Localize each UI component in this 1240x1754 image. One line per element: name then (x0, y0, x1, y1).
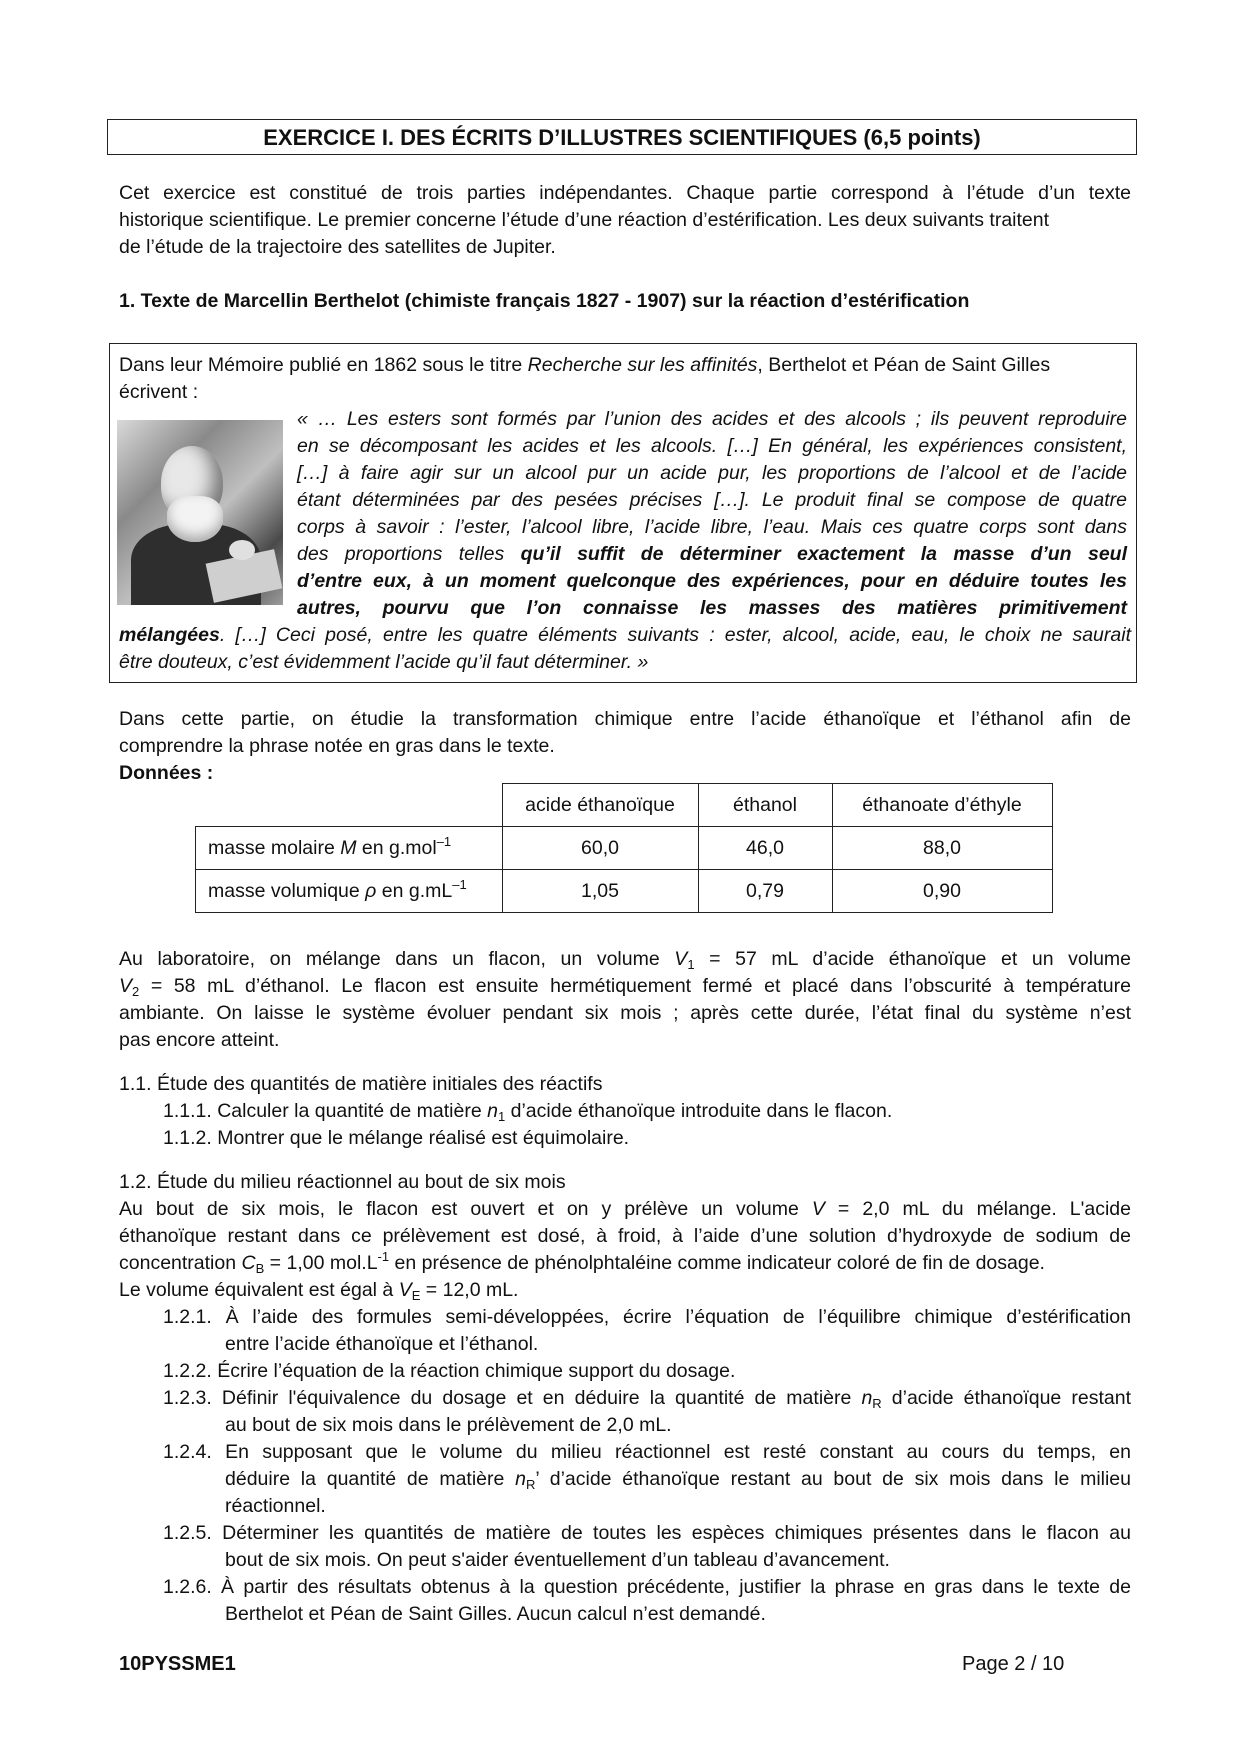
quote-intro-line: écrivent : (119, 381, 199, 403)
row-label-text: masse volumique (208, 879, 366, 902)
page-number: Page 2 / 10 (962, 1653, 1065, 1675)
quote-text-part: des proportions telles (297, 543, 521, 565)
table-cell: 0,79 (698, 870, 832, 913)
question-1-2-1-cont: entre l’acide éthanoïque et l’éthanol. (225, 1333, 539, 1355)
table-cell: 46,0 (698, 827, 832, 870)
para-text: Au bout de six mois, le flacon est ouvert et on y prélève un volume (119, 1198, 812, 1220)
symbol: V (674, 948, 688, 970)
lab-text: = 57 mL d’acide éthanoïque et un volume (694, 948, 1131, 970)
quote-line: « … Les esters sont formés par l’union des acides et des alcools ; ils peuvent reproduire (297, 408, 1127, 430)
symbol: C (241, 1252, 256, 1274)
quote-intro-line (119, 352, 1131, 379)
lab-line: ambiante. On laisse le système évoluer pendant six mois ; après cette durée, l’état final du système n’est (119, 1002, 1131, 1024)
table-header: éthanol (698, 784, 832, 827)
para-line: éthanoïque restant dans ce prélèvement est dosé, à froid, à l’aide d’une solution d’hydroxyde de sodium de (119, 1225, 1131, 1247)
table-cell: 1,05 (502, 870, 698, 913)
question-text: d’acide éthanoïque introduite dans le flacon. (505, 1100, 893, 1122)
table-row-header (196, 870, 503, 913)
table-row-header (196, 827, 503, 870)
lab-paragraph (119, 946, 1131, 1054)
symbol: V (398, 1279, 412, 1301)
subscript: R (525, 1477, 536, 1492)
table-cell: 60,0 (502, 827, 698, 870)
subscript: E (411, 1288, 421, 1303)
row-label-exponent: –1 (436, 833, 452, 849)
table-cell: 88,0 (832, 827, 1052, 870)
quote-intro (119, 352, 1131, 406)
lab-line (119, 946, 1131, 973)
lab-text: = 58 mL d’éthanol. Le flacon est ensuite hermétiquement fermé et placé dans l’obscurité à température (139, 975, 1131, 997)
question-1-2-1: 1.2.1. À l’aide des formules semi-développées, écrire l’équation de l’équilibre chimique d’estérification (163, 1306, 1131, 1328)
lab-line: pas encore atteint. (119, 1029, 280, 1051)
bold-sentence: qu’il suffit de déterminer exactement la masse d’un seul (520, 543, 1127, 565)
subscript: 1 (687, 957, 695, 972)
row-label-text: masse molaire (208, 836, 341, 859)
bold-sentence: d’entre eux, à un moment quelconque des expériences, pour en déduire toutes les (297, 570, 1127, 592)
row-label-symbol: M (340, 836, 357, 859)
question-1-2-6: 1.2.6. À partir des résultats obtenus à la question précédente, justifier la phrase en gras dans le texte de (163, 1576, 1131, 1598)
question-1-2-2: 1.2.2. Écrire l’équation de la réaction chimique support du dosage. (163, 1360, 736, 1382)
quote-line: […] à faire agir sur un alcool pur un acide pur, les proportions de l’alcool et de l’acide (297, 462, 1127, 484)
section-heading: 1.1. Étude des quantités de matière initiales des réactifs (119, 1073, 603, 1095)
question-1-2-3-cont: au bout de six mois dans le prélèvement de 2,0 mL. (225, 1414, 672, 1436)
quote-text (297, 406, 1127, 622)
question-1-1-1 (119, 1098, 1131, 1125)
section-heading: 1.2. Étude du milieu réactionnel au bout de six mois (119, 1171, 566, 1193)
section-1-1 (119, 1071, 1131, 1152)
exponent: -1 (377, 1249, 390, 1264)
question-1-2-3 (163, 1385, 1131, 1412)
part1-heading: 1. Texte de Marcellin Berthelot (chimiste français 1827 - 1907) sur la réaction d’estérification (119, 290, 970, 312)
study-line: comprendre la phrase notée en gras dans le texte. (119, 735, 555, 757)
subscript: R (872, 1396, 882, 1411)
question-list (119, 1304, 1131, 1628)
question-1-2-4-cont: réactionnel. (225, 1495, 326, 1517)
data-table (195, 783, 1053, 913)
quote-line: étant déterminées par des pesées précises […]. Le produit final se compose de quatre (297, 489, 1127, 511)
question-text: d’acide éthanoïque restant (881, 1387, 1131, 1409)
question-text: 1.2.3. Définir l'équivalence du dosage et en déduire la quantité de matière (163, 1387, 862, 1409)
para-line (119, 1250, 1131, 1277)
exercise-title: EXERCICE I. DES ÉCRITS D’ILLUSTRES SCIENTIFIQUES (6,5 points) (107, 119, 1137, 155)
question-text: déduire la quantité de matière (225, 1468, 516, 1490)
question-1-2-5-cont: bout de six mois. On peut s'aider éventuellement d’un tableau d’avancement. (225, 1549, 890, 1571)
table-header: éthanoate d’éthyle (832, 784, 1052, 827)
question-1-1-2: 1.1.2. Montrer que le mélange réalisé est équimolaire. (163, 1127, 630, 1149)
study-line: Dans cette partie, on étudie la transformation chimique entre l’acide éthanoïque et l’éthanol afin de (119, 708, 1131, 730)
symbol: V (119, 975, 133, 997)
table-corner (196, 784, 503, 827)
symbol: V (811, 1198, 825, 1220)
subscript: 1 (497, 1109, 506, 1124)
intro-paragraph (119, 180, 1131, 261)
exam-code: 10PYSSME1 (119, 1653, 236, 1675)
para-text: concentration (119, 1252, 242, 1274)
quote-line: être douteux, c’est évidemment l’acide qu’il faut déterminer. » (119, 651, 649, 673)
question-text: ’ d’acide éthanoïque restant au bout de six mois dans le milieu (535, 1468, 1132, 1490)
quote-line: en se décomposant les acides et les alcools. […] En général, les expériences consistent, (297, 435, 1127, 457)
symbol: n (515, 1468, 526, 1490)
symbol: n (487, 1100, 498, 1122)
intro-line: historique scientifique. Le premier concerne l’étude d’une réaction d’estérification. Les deux suivants traitent (119, 209, 1050, 231)
lab-line (119, 973, 1131, 1000)
question-1-2-4-cont (163, 1466, 1131, 1493)
question-1-2-4: 1.2.4. En supposant que le volume du milieu réactionnel est resté constant au cours du temps, en (163, 1441, 1131, 1463)
table-cell: 0,90 (832, 870, 1052, 913)
study-paragraph (119, 706, 1131, 787)
bold-sentence: autres, pourvu que l’on connaisse les masses des matières primitivement (297, 597, 1127, 619)
quote-line: corps à savoir : l’ester, l’alcool libre, l’acide libre, l’eau. Mais ces quatre corps sont dans (297, 516, 1127, 538)
row-label-exponent: –1 (452, 876, 467, 892)
row-label-text: en g.mol (356, 836, 437, 859)
table-row (196, 784, 1053, 827)
question-1-2-5: 1.2.5. Déterminer les quantités de matière de toutes les espèces chimiques présentes dans le flacon au (163, 1522, 1131, 1544)
para-text: Le volume équivalent est égal à (119, 1279, 399, 1301)
quote-intro-text: , Berthelot et Péan de Saint Gilles (757, 354, 1051, 376)
para-text: = 12,0 mL. (420, 1279, 519, 1301)
row-label-text: en g.mL (376, 879, 453, 902)
quote-text-part: . […] Ceci posé, entre les quatre éléments suivants : ester, alcool, acide, eau, le choix ne saurait (219, 624, 1131, 646)
question-1-2-6-cont: Berthelot et Péan de Saint Gilles. Aucun calcul n’est demandé. (225, 1603, 766, 1625)
quote-line (119, 622, 1131, 649)
para-text: en présence de phénolphtaléine comme indicateur coloré de fin de dosage. (389, 1252, 1045, 1274)
lab-text: Au laboratoire, on mélange dans un flacon, un volume (119, 948, 675, 970)
bold-sentence: mélangées (119, 624, 220, 646)
berthelot-portrait (117, 420, 283, 605)
quote-intro-text: Dans leur Mémoire publié en 1862 sous le titre (119, 354, 528, 376)
memoir-title: Recherche sur les affinités (527, 354, 758, 376)
subscript: B (255, 1261, 265, 1276)
section-1-2 (119, 1169, 1131, 1628)
table-header: acide éthanoïque (502, 784, 698, 827)
symbol: n (861, 1387, 873, 1409)
question-text: 1.1.1. Calculer la quantité de matière (163, 1100, 488, 1122)
quote-line (297, 541, 1127, 568)
para-text: = 2,0 mL du mélange. L'acide (824, 1198, 1131, 1220)
quote-end (119, 622, 1131, 676)
subscript: 2 (132, 984, 140, 999)
para-text: = 1,00 mol.L (264, 1252, 378, 1274)
donnees-label: Données : (119, 762, 214, 784)
intro-line: de l’étude de la trajectoire des satellites de Jupiter. (119, 236, 556, 258)
row-label-symbol: ρ (365, 879, 377, 902)
para-line (119, 1277, 1131, 1304)
para-line (119, 1196, 1131, 1223)
table-row (196, 870, 1053, 913)
table-row (196, 827, 1053, 870)
intro-line: Cet exercice est constitué de trois parties indépendantes. Chaque partie correspond à l’étude d’un texte (119, 182, 1131, 204)
